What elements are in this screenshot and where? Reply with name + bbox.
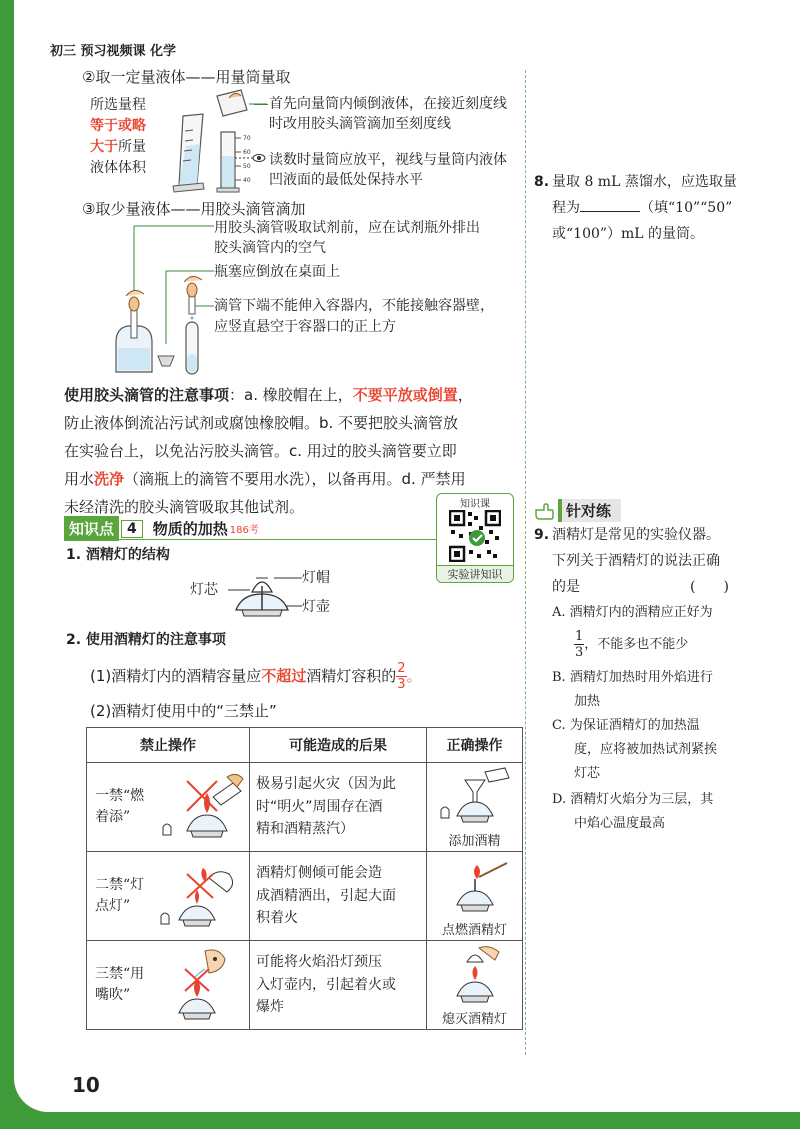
dropper-notes-l1red: 不要平放或倒置: [352, 386, 458, 404]
ban-label-2: 着添”: [95, 809, 131, 825]
consequence-line: 入灯壶内，引起着火或: [256, 976, 396, 993]
scale-60: 60: [243, 149, 251, 156]
kp-exam-count: 186考: [229, 525, 259, 536]
dropper-notes-l1a: ：a. 橡胶帽在上，: [229, 386, 353, 404]
q9-option-c-line-3[interactable]: 灯芯: [574, 766, 601, 781]
qr-card[interactable]: [436, 493, 514, 583]
ban-label-1: 三禁“用: [95, 966, 145, 982]
sec2-note-1b: 时改用胶头滴管滴加至刻度线: [269, 116, 451, 132]
qr-top-label: 知识课: [460, 499, 490, 510]
q9-a-rest: ，不能多也不能少: [584, 637, 689, 652]
consequence-line: 积着火: [256, 910, 298, 927]
pointing-hand-icon: [534, 502, 554, 520]
consequence-cell: [250, 941, 427, 1030]
consequence-line: 时“明火”周围存在酒: [256, 798, 383, 815]
q9-option-a-line-1[interactable]: A. 酒精灯内的酒精应正好为: [552, 605, 713, 620]
page-number: 10: [72, 1073, 100, 1097]
q9-option-c-line-2[interactable]: 度，应将被加热试剂紧挨: [574, 742, 718, 757]
table-header: 正确操作: [427, 728, 523, 763]
ban-refill-while-lit-icon: [157, 767, 245, 847]
consequence-line: 极易引起火灾（因为此: [256, 776, 396, 793]
qr-bottom-label: 实验讲知识: [437, 565, 513, 582]
extinguish-with-cap-icon: [435, 944, 515, 1004]
table-row: [87, 852, 523, 941]
kp-title: 物质的加热: [152, 520, 228, 538]
q9-answer-paren[interactable]: ( ): [690, 579, 729, 595]
q9-option-b-line-1[interactable]: B. 酒精灯加热时用外焰进行: [552, 670, 713, 685]
q9-line-2: 下列关于酒精灯的说法正确: [552, 553, 720, 569]
consequence-cell: [250, 763, 427, 852]
header-title: 初三 预习视频课 化学: [50, 44, 177, 59]
dropper-notes-l4red: 洗净: [94, 470, 125, 488]
targeted-practice-heading: [534, 499, 621, 522]
correct-op-label: 点燃酒精灯: [441, 922, 507, 938]
correct-op-label: 添加酒精: [448, 833, 501, 849]
sec2-left-3-row: [90, 137, 146, 159]
q9-a-fraction: [574, 630, 584, 659]
sec3-note-3a: 滴管下端不能伸入容器内，不能接触容器壁，: [214, 298, 494, 314]
sec2-left-2: 等于或略: [90, 118, 146, 134]
sec2-note-1a: 首先向量筒内倾倒液体，在接近刻度线: [269, 96, 507, 112]
table-header: 禁止操作: [87, 728, 250, 763]
correct-cell: [427, 763, 523, 852]
lamp-pot-label: 灯壶: [302, 599, 330, 615]
sub2-p1b: 酒精灯容积的: [306, 667, 397, 685]
targeted-practice-label: 针对练: [558, 499, 621, 522]
alcohol-lamp-structure-icon: [222, 566, 304, 620]
ban-label-1: 二禁“灯: [95, 877, 145, 893]
sub2-p1a: (1)酒精灯内的酒精容量应: [90, 667, 262, 685]
correct-cell: [427, 852, 523, 941]
kp-number: 4: [121, 520, 143, 538]
sec3-note-2: 瓶塞应倒放在桌面上: [214, 264, 340, 280]
frac-den: 3: [397, 677, 406, 692]
sub2-p1: [90, 662, 422, 691]
consequence-line: 精和酒精蒸汽）: [256, 821, 354, 838]
sec3-title: ③取少量液体——用胶头滴管滴加: [82, 200, 306, 218]
page: [14, 0, 800, 1112]
sec2-title: ②取一定量液体——用量筒量取: [82, 68, 291, 86]
scale-70: 70: [243, 135, 251, 142]
q9-a-num: 1: [575, 629, 584, 644]
q9-option-d-line-1[interactable]: D. 酒精灯火焰分为三层，其: [552, 792, 714, 807]
column-divider: [525, 70, 526, 1055]
table-row: [87, 941, 523, 1030]
sec2-left-3b: 所量: [118, 139, 146, 155]
sec3-note-3b: 应竖直悬空于容器口的正上方: [214, 319, 396, 335]
dropper-notes-l4a: 用水: [64, 470, 95, 488]
three-prohibitions-table: [86, 727, 523, 1030]
dropper-notes-l1b: ，: [457, 386, 473, 404]
table-row: [87, 763, 523, 852]
consequence-line: 成酒精洒出，引起大面: [256, 887, 396, 904]
q9-option-b-line-2[interactable]: 加热: [574, 694, 601, 709]
sub1-title: 1. 酒精灯的结构: [66, 547, 170, 563]
dropper-notes-line-3: 在实验台上，以免沾污胶头滴管。c. 用过的胶头滴管要立即: [64, 442, 457, 460]
kp-underline: [64, 539, 442, 540]
frac-num: 2: [397, 661, 406, 676]
dropper-notes-lead: 使用胶头滴管的注意事项: [64, 386, 230, 404]
consequence-line: 爆炸: [256, 999, 284, 1016]
q9-option-d-line-2[interactable]: 中焰心温度最高: [574, 816, 666, 831]
sub2-fraction: [396, 662, 406, 691]
ban-lamp-to-lamp-icon: [157, 856, 245, 936]
dropper-notes-line-4: [64, 468, 466, 491]
kp-label: 知识点: [64, 516, 119, 541]
dropper-notes-line-2: 防止液体倒流沾污试剂或腐蚀橡胶帽。b. 不要把胶头滴管放: [64, 414, 459, 432]
sec2-left-4: 液体体积: [90, 160, 146, 176]
pointer-line-1: [254, 104, 268, 105]
ban-cell: [87, 852, 250, 941]
ban-label-1: 一禁“燃: [95, 788, 145, 804]
sec3-note-1a: 用胶头滴管吸取试剂前，应在试剂瓶外排出: [214, 220, 480, 236]
q8-answer-blank[interactable]: [580, 199, 640, 212]
q9-number: 9.: [534, 527, 550, 543]
ban-cell: [87, 763, 250, 852]
refill-alcohol-icon: [435, 766, 515, 826]
sec2-left-1: 所选量程: [90, 97, 146, 113]
q9-line-1: 酒精灯是常见的实验仪器。: [552, 527, 720, 543]
qr-code-icon: [449, 510, 501, 562]
consequence-cell: [250, 852, 427, 941]
table-header: 可能造成的后果: [250, 728, 427, 763]
dropper-notes-line-1: [64, 384, 473, 407]
correct-cell: [427, 941, 523, 1030]
q9-a-den: 3: [575, 645, 584, 660]
q9-line-3: 的是: [552, 579, 580, 595]
sub2-title: 2. 使用酒精灯的注意事项: [66, 632, 226, 648]
table-header-row: [87, 728, 523, 763]
q8-number: 8.: [534, 174, 550, 190]
sub2-p1end: 。: [406, 667, 422, 685]
q8-line-1: 量取 8 mL 蒸馏水，应选取量: [552, 174, 737, 190]
sec2-left-3: 大于: [90, 139, 118, 155]
scale-50: 50: [243, 163, 251, 170]
dropper-notes-line-5: 未经清洗的胶头滴管吸取其他试剂。: [64, 498, 305, 516]
lamp-wick-label: 灯芯: [190, 582, 218, 598]
scale-40: 40: [243, 177, 251, 184]
consequence-line: 酒精灯侧倾可能会造: [256, 865, 382, 882]
knowledge-point-heading: [64, 516, 259, 541]
q9-option-c-line-1[interactable]: C. 为保证酒精灯的加热温: [552, 718, 700, 733]
q8-l2a: 程为: [552, 200, 580, 216]
q9-option-a-line-2[interactable]: [574, 630, 688, 659]
ban-label-2: 点灯”: [95, 898, 131, 914]
light-with-match-icon: [435, 855, 515, 915]
dropper-notes-l4b: （滴瓶上的滴管不要用水洗），以备再用。d. 严禁用: [124, 470, 466, 488]
ban-label-2: 嘴吹”: [95, 987, 131, 1003]
q8-line-2: [552, 198, 732, 220]
dropper-illustration: [104, 224, 216, 384]
ban-cell: [87, 941, 250, 1030]
sec3-note-1b: 胶头滴管内的空气: [214, 240, 326, 256]
correct-op-label: 熄灭酒精灯: [441, 1011, 507, 1027]
ban-blow-out-icon: [157, 945, 245, 1025]
consequence-line: 可能将火焰沿灯颈压: [256, 954, 382, 971]
graduated-cylinder-illustration: [159, 86, 269, 194]
sub2-p1red: 不超过: [261, 667, 307, 685]
sec2-note-2b: 凹液面的最低处保持水平: [269, 172, 423, 188]
q8-l2b: （填“10”“50”: [640, 200, 733, 216]
sub2-p2: (2)酒精灯使用中的“三禁止”: [90, 702, 277, 720]
sec2-note-2a: 读数时量筒应放平，视线与量筒内液体: [269, 152, 507, 168]
lamp-cap-label: 灯帽: [302, 570, 330, 586]
q8-line-3: 或“100”）mL 的量筒。: [552, 226, 705, 242]
